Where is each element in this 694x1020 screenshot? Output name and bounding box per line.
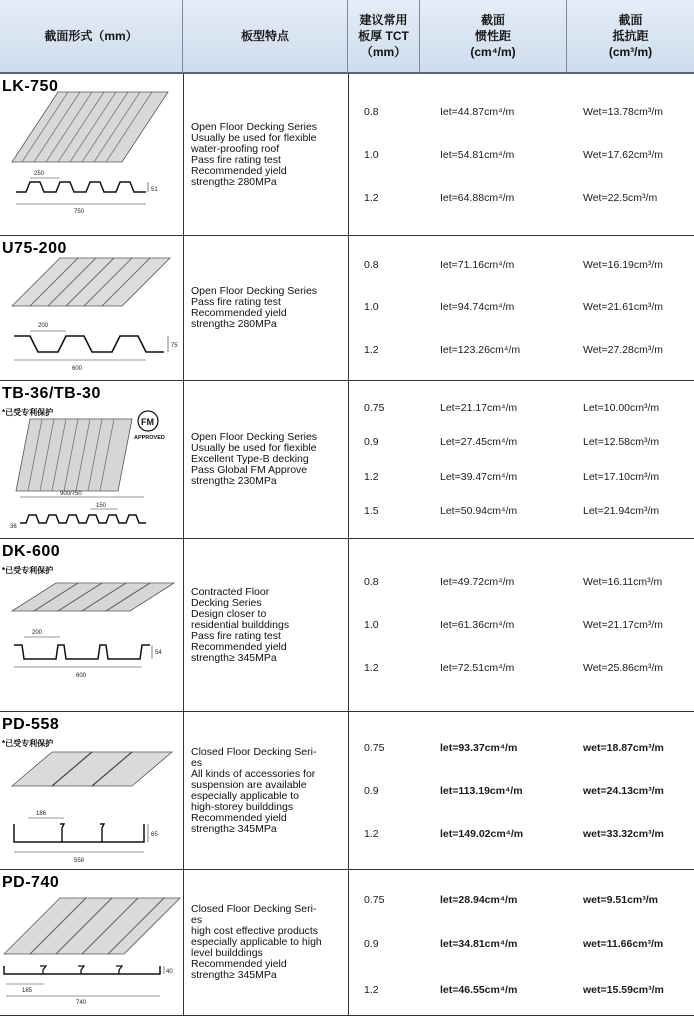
product-row: [0, 381, 694, 539]
feature-list: Closed Floor Decking Seri- es high cost effective products especially applicable to high level builddings Recommended yield strength≥ 345MPa: [191, 903, 322, 981]
dim-label: 900/750: [60, 491, 82, 497]
patent-note: *已受专利保护: [2, 739, 54, 748]
value-row: 0.75 let=28.94cm⁴/m wet=9.51cm³/m: [364, 894, 658, 906]
value-row: 0.9 Let=27.45cm⁴/m Let=12.58cm³/m: [364, 436, 660, 448]
value-row: 0.75 Let=21.17cm⁴/m Let=10.00cm³/m: [364, 402, 660, 414]
profile-drawing: [0, 870, 182, 1014]
profile-drawing: [0, 74, 182, 234]
profile-drawing: [0, 712, 182, 868]
value-row: 1.2 Iet=72.51cm⁴/m Wet=25.86cm³/m: [364, 662, 664, 674]
section-cell: [0, 236, 184, 380]
values-cell: [348, 74, 694, 235]
header-features: 板型特点: [183, 0, 348, 74]
product-row: [0, 712, 694, 870]
profile-drawing: [0, 236, 182, 379]
features-cell: [183, 236, 349, 380]
product-row: [0, 236, 694, 381]
value-row: 0.75 let=93.37cm⁴/m wet=18.87cm³/m: [364, 742, 664, 754]
fm-approved-label: APPROVED: [134, 435, 165, 441]
value-row: 1.2 let=46.55cm⁴/m wet=15.59cm³/m: [364, 984, 664, 996]
value-row: 1.0 Iet=94.74cm⁴/m Wet=21.61cm³/m: [364, 301, 664, 313]
value-row: 0.9 let=34.81cm⁴/m wet=11.66cm³/m: [364, 938, 664, 950]
values-cell: [348, 712, 694, 869]
values-cell: [348, 870, 694, 1015]
features-cell: [183, 381, 349, 538]
header-inertia: 截面 惯性距 (cm⁴/m): [420, 0, 567, 74]
features-cell: [183, 712, 349, 869]
value-row: 1.5 Let=50.94cm⁴/m Let=21.94cm³/m: [364, 505, 660, 517]
feature-list: Open Floor Decking Series Usually be used for flexible water-proofing roof Pass fire rating test Recommended yield strength≥ 280MPa: [191, 120, 318, 188]
profile-drawing: [0, 539, 182, 710]
dim-label: 75: [171, 343, 178, 349]
model-name: LK-750: [2, 78, 59, 95]
dim-label: 558: [74, 858, 85, 864]
value-row: 1.2 Let=39.47cm⁴/m Let=17.10cm³/m: [364, 471, 660, 483]
dim-label: 150: [96, 503, 107, 509]
values-cell: [348, 381, 694, 538]
value-row: 0.8 Iet=49.72cm⁴/m Wet=16.11cm³/m: [364, 576, 663, 588]
model-name: TB-36/TB-30: [2, 385, 101, 402]
dim-label: 51: [151, 187, 158, 193]
model-name: PD-740: [2, 874, 60, 891]
value-row: 1.0 Iet=61.36cm⁴/m Wet=21.17cm³/m: [364, 619, 664, 631]
product-row: [0, 870, 694, 1016]
dim-label: 740: [76, 1000, 87, 1006]
patent-note: *已受专利保护: [2, 408, 54, 417]
dim-label: 54: [155, 650, 162, 656]
feature-list: Open Floor Decking Series Pass fire rating test Recommended yield strength≥ 280MPa: [191, 285, 318, 330]
features-cell: [183, 74, 349, 235]
section-cell: [0, 74, 184, 235]
value-row: 1.2 Iet=123.26cm⁴/m Wet=27.28cm³/m: [364, 344, 664, 356]
dim-label: 186: [36, 811, 47, 817]
dim-label: 36: [10, 524, 17, 530]
product-row: [0, 74, 694, 236]
product-row: [0, 539, 694, 712]
profile-drawing: [0, 381, 182, 537]
feature-list: Open Floor Decking Series Usually be used for flexible Excellent Type-B decking Pass Global FM Approve strength≥ 230MPa: [191, 431, 318, 487]
section-cell: [0, 539, 184, 711]
values-cell: [348, 539, 694, 711]
features-cell: [183, 870, 349, 1015]
header-section-form: 截面形式（mm）: [0, 0, 183, 74]
model-name: U75-200: [2, 240, 67, 257]
features-cell: [183, 539, 349, 711]
feature-list: Contracted Floor Decking Series Design closer to residential builddings Pass fire rating test Recommended yield strength≥ 345MPa: [191, 585, 290, 664]
dim-label: 750: [74, 209, 85, 215]
dim-label: 250: [34, 171, 45, 177]
dim-label: 600: [76, 673, 87, 679]
section-cell: [0, 381, 184, 538]
patent-note: *已受专利保护: [2, 566, 54, 575]
dim-label: 185: [22, 988, 33, 994]
value-row: 0.9 let=113.19cm⁴/m wet=24.13cm³/m: [364, 785, 664, 797]
dim-label: 200: [32, 630, 43, 636]
header-resistance: 截面 抵抗距 (cm³/m): [567, 0, 694, 74]
header-thickness: 建议常用 板厚 TCT （mm）: [348, 0, 420, 74]
value-row: 1.2 let=149.02cm⁴/m wet=33.32cm³/m: [364, 828, 664, 840]
dim-label: 200: [38, 323, 49, 329]
feature-list: Closed Floor Decking Seri- es All kinds of accessories for suspension are available especially applicable to high-storey builddings Recommended yield strength≥ 345MPa: [191, 745, 317, 835]
dim-label: 65: [151, 832, 158, 838]
model-name: PD-558: [2, 716, 60, 733]
value-row: 0.8 Iet=71.16cm⁴/m Wet=16.19cm³/m: [364, 259, 664, 271]
fm-label: FM: [141, 417, 154, 427]
value-row: 1.2 Iet=64.88cm⁴/m Wet=22.5cm³/m: [364, 192, 658, 204]
section-cell: [0, 870, 184, 1015]
dim-label: 40: [166, 969, 173, 975]
value-row: 0.8 Iet=44.87cm⁴/m Wet=13.78cm³/m: [364, 106, 664, 118]
section-cell: [0, 712, 184, 869]
values-cell: [348, 236, 694, 380]
model-name: DK-600: [2, 543, 61, 560]
dim-label: 600: [72, 366, 83, 372]
value-row: 1.0 Iet=54.81cm⁴/m Wet=17.62cm³/m: [364, 149, 664, 161]
